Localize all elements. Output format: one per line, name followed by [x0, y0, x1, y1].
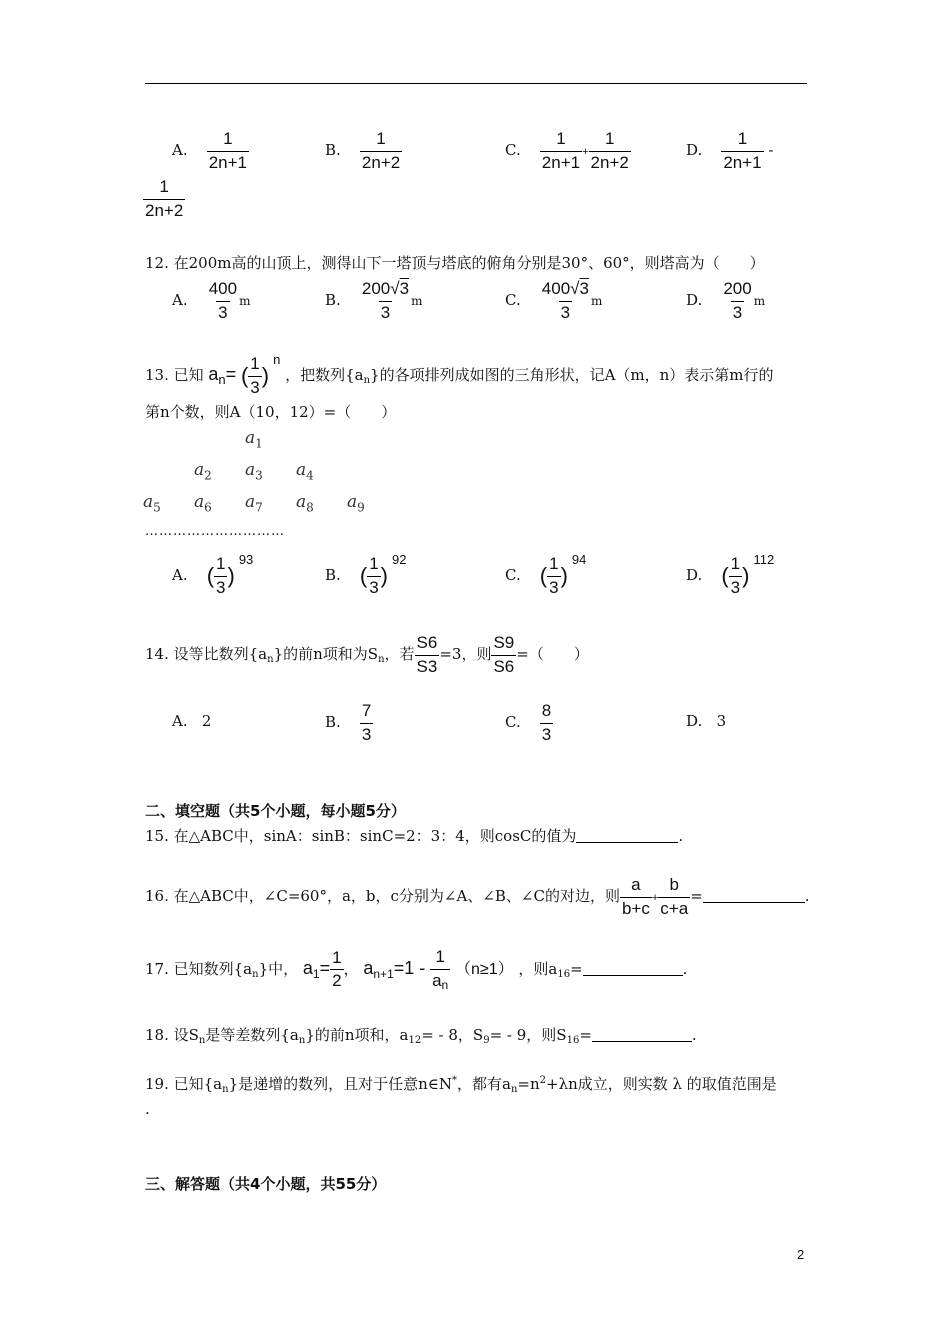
q12-option-a: A. $\frac{400}{3}$ m	[172, 279, 251, 322]
triangle-a5: $a_5$	[143, 492, 161, 515]
q15: 15. 在△ABC中，sinA：sinB：sinC=2：3：4，则cosC的值为 .	[145, 827, 684, 845]
q19: 19. 已知$\{a_n\}$是递增的数列，且对于任意n∈N*，都有$a_n=n^2+\lambda n$成立，则实数 λ 的取值范围是	[145, 1075, 777, 1095]
section-answer-heading: 三、解答题（共4个小题，共55分）	[145, 1175, 387, 1193]
q13-stem-line2: 第n个数，则A（10，12）=（ ）	[145, 403, 397, 421]
triangle-a3: $a_3$	[245, 460, 263, 483]
q18: 18. 设$S_n$是等差数列$\{a_n\}$的前n项和，$a_{12}= - 8$，$S_9= - 9$，则$S_{16}=$ .	[145, 1026, 697, 1046]
q12-option-d: D. $\frac{200}{3}$ m	[686, 279, 766, 322]
q14-option-c: C. $\frac{8}{3}$	[505, 701, 552, 744]
section-fill-in-heading: 二、填空题（共5个小题，每小题5分）	[145, 802, 406, 820]
q12-option-b: B. $\frac{200√3}{3}$ m	[325, 279, 423, 322]
triangle-a4: $a_4$	[296, 460, 314, 483]
triangle-a7: $a_7$	[245, 492, 263, 515]
q11-option-a: A. $\frac{1}{2n+1}$	[172, 129, 247, 172]
q12-option-c: C. $\frac{400√3}{3}$ m	[505, 279, 603, 322]
q11-option-b: B. $\frac{1}{2n+2}$	[325, 129, 401, 172]
triangle-a1: $a_1$	[245, 428, 263, 451]
header-rule	[145, 83, 807, 84]
q13-option-a: A. ( $\frac{1}{3}$ )93	[172, 552, 254, 597]
triangle-a9: $a_9$	[347, 492, 365, 515]
q16: 16. 在△ABC中，∠C=60°，a，b，c分别为∠A、∠B、∠C的对边，则 $\frac{a}{b+c}$ + $\frac{b}{c+a}$ = .	[145, 875, 810, 918]
q13-stem: 13. 已知 $a_n=$ ( $\frac{1}{3}$ )n ，把数列$\{a_n\}$的各项排列成如图的三角形状，记A（m，n）表示第m行的	[145, 352, 774, 397]
q14-option-a: A. 2	[172, 712, 212, 730]
triangle-a8: $a_8$	[296, 492, 314, 515]
q19-line2: .	[145, 1100, 150, 1118]
triangle-dots: …………………………	[145, 524, 285, 539]
q13-option-c: C. ( $\frac{1}{3}$ )94	[505, 552, 587, 597]
triangle-a6: $a_6$	[194, 492, 212, 515]
q11-option-c: C. $\frac{1}{2n+1}$ + $\frac{1}{2n+2}$	[505, 129, 629, 172]
q14-option-b: B. $\frac{7}{3}$	[325, 701, 372, 744]
q13-option-d: D. ( $\frac{1}{3}$ )112	[686, 552, 775, 597]
q13-option-b: B. ( $\frac{1}{3}$ )92	[325, 552, 407, 597]
q11-option-d-continued: $\frac{1}{2n+2}$	[145, 177, 184, 220]
q17: 17. 已知数列$\{a_n\}$中， $a_1=$ $\frac{1}{2}$ ， $a_{n+1}=1$ - $\frac{1}{an}$ （n≥1） ，则$a_{16}=$ .	[145, 947, 688, 992]
q11-option-d: D. $\frac{1}{2n+1}$ -	[686, 129, 774, 172]
triangle-a2: $a_2$	[194, 460, 212, 483]
q12-stem: 12. 在200m高的山顶上，测得山下一塔顶与塔底的俯角分别是30°、60°，则塔高为（ ）	[145, 254, 765, 272]
q14-stem: 14. 设等比数列$\{a_n\}$的前n项和为$S_n$，若 $\frac{S6}{S3}$ =3，则 $\frac{S9}{S6}$ =（ ）	[145, 633, 589, 676]
page-number: 2	[797, 1247, 805, 1262]
q14-option-d: D. 3	[686, 712, 727, 730]
